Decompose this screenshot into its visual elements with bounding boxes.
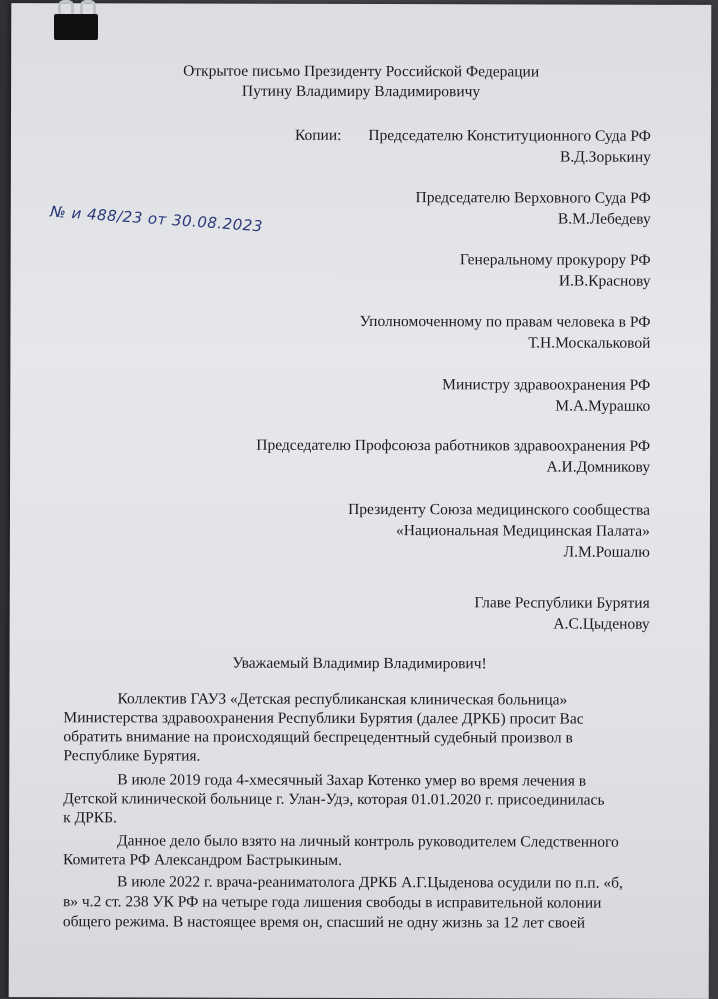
body-p4-line1: В июле 2022 г. врача-реаниматолога ДРКБ А.Г.Цыденова осудили по п.п. «б,: [116, 873, 623, 892]
letter-title-line1: Открытое письмо Президенту Российской Федерации: [183, 62, 540, 81]
recipient-6-line3: Л.М.Рошалю: [563, 543, 650, 561]
recipient-7-line1: Главе Республики Бурятия: [474, 594, 650, 612]
recipient-5-line2: А.И.Домникову: [546, 458, 651, 476]
copies-label: Копии:: [294, 126, 342, 144]
handwritten-registration-note: № и 488/23 от 30.08.2023: [49, 202, 264, 236]
letter-title-line2: Путину Владимиру Владимировичу: [241, 82, 481, 101]
body-p3-line1: Данное дело было взято на личный контроль руководителем Следственного: [117, 832, 619, 851]
recipient-6-line2: «Национальная Медицинская Палата»: [396, 522, 650, 540]
body-p1-line4: Республике Бурятия.: [63, 747, 201, 765]
recipient-0-line2: В.Д.Зорькину: [560, 148, 651, 166]
body-p1-line2: Министерства здравоохранения Республики Бурятия (далее ДРКБ) просит Вас: [63, 709, 584, 728]
recipient-3-line1: Уполномоченному по правам человека в РФ: [359, 312, 651, 331]
body-p2-line1: В июле 2019 года 4-хмесячный Захар Котенко умер во время лечения в: [117, 771, 587, 790]
body-p4-line3: общего режима. В настоящее время он, спасший не одну жизнь за 12 лет своей: [62, 913, 586, 932]
recipient-7-line2: А.С.Цыденову: [553, 615, 650, 633]
body-p3-line2: Комитета РФ Александром Бастрыкиным.: [63, 851, 343, 869]
body-p2-line2: Детской клинической больнице г. Улан-Удэ, которая 01.01.2020 г. присоединилась: [63, 790, 605, 809]
binder-clip-icon: [48, 0, 102, 40]
recipient-4-line1: Министру здравоохранения РФ: [442, 376, 651, 394]
recipient-5-line1: Председателю Профсоюза работников здравоохранения РФ: [256, 436, 651, 455]
body-p1-line3: обратить внимание на происходящий беспрецедентный судебный произвол в: [63, 728, 573, 747]
letter-page: [9, 3, 712, 999]
salutation: Уважаемый Владимир Владимирович!: [232, 654, 487, 673]
recipient-3-line2: Т.Н.Москальковой: [528, 334, 651, 352]
recipient-2-line1: Генеральному прокурору РФ: [459, 251, 651, 269]
recipient-0-line1: Председателю Конституционного Суда РФ: [368, 127, 651, 145]
body-p2-line3: к ДРКБ.: [63, 809, 117, 827]
recipient-6-line1: Президенту Союза медицинского сообщества: [348, 500, 650, 519]
recipient-1-line1: Председателю Верховного Суда РФ: [415, 189, 651, 207]
recipient-4-line2: М.А.Мурашко: [555, 397, 651, 415]
body-p1-line1: Коллектив ГАУЗ «Детская республиканская клиническая больница»: [117, 690, 568, 709]
body-p4-line2: в» ч.2 ст. 238 УК РФ на четыре года лишения свободы в исправительной колонии: [62, 893, 602, 912]
recipient-2-line2: И.В.Краснову: [558, 272, 651, 290]
recipient-1-line2: В.М.Лебедеву: [557, 210, 651, 228]
